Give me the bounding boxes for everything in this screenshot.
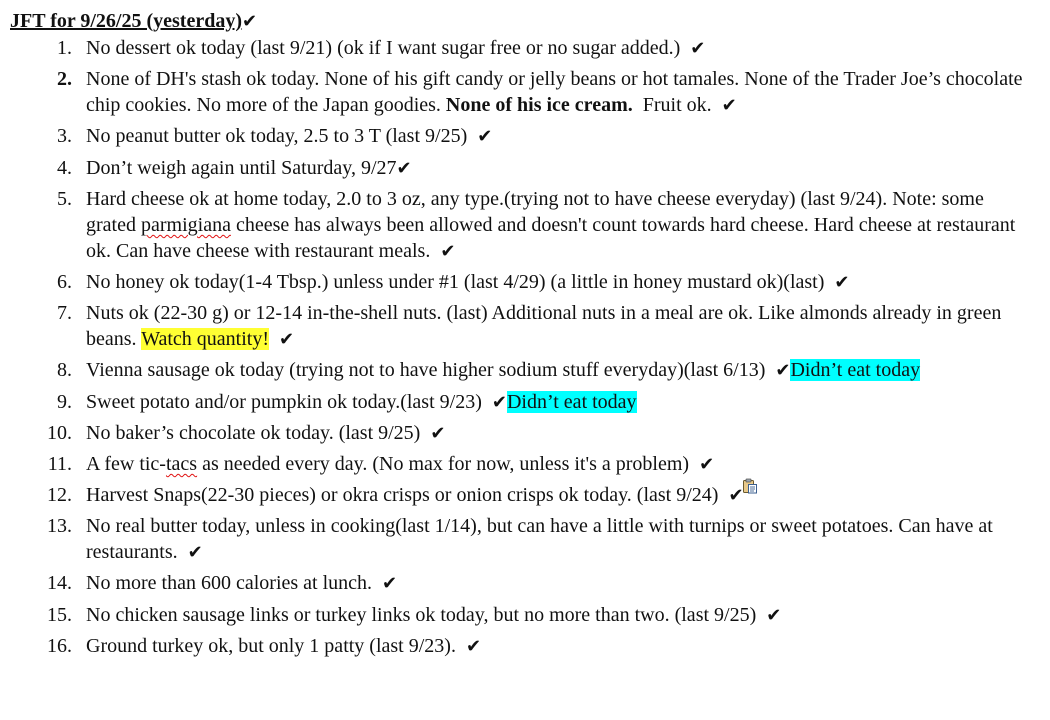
item-text: Fruit ok. — [642, 94, 712, 117]
item-number: 1. — [57, 37, 72, 59]
item-number: 6. — [57, 270, 72, 293]
item-number: 9. — [57, 390, 72, 413]
title-row — [10, 8, 1030, 35]
checkmark-icon: ✔ — [187, 542, 203, 564]
list-item-7 — [10, 300, 1030, 353]
misspelled-word[interactable]: parmigiana — [140, 213, 231, 236]
misspelled-word[interactable]: tacs — [165, 452, 198, 475]
list-item-5 — [10, 186, 1030, 265]
item-number: 16. — [47, 634, 72, 657]
checkmark-icon: ✔ — [775, 360, 791, 382]
list-item-3 — [10, 123, 1030, 150]
checkmark-icon: ✔ — [834, 271, 850, 293]
item-number: 7. — [57, 302, 72, 325]
item-number: 12. — [47, 484, 72, 507]
checkmark-icon: ✔ — [278, 329, 295, 351]
item-text: No real butter today, unless in cooking(last 1/14), but can have a little with turnips or sweet potatoes. Can have at restaurants. — [86, 515, 993, 564]
list-item-8 — [10, 357, 1030, 384]
list-item-11 — [10, 451, 1030, 478]
item-text: No chicken sausage links or turkey links ok today, but no more than two. (last 9/25) — [86, 603, 757, 626]
item-number: 11. — [47, 452, 72, 475]
item-number: 13. — [47, 515, 72, 538]
checkmark-icon: ✔ — [491, 391, 507, 413]
checkmark-icon: ✔ — [728, 485, 744, 507]
item-text: A few tic- — [86, 452, 166, 475]
checkmark-icon: ✔ — [766, 604, 782, 626]
list-item-10 — [10, 420, 1030, 447]
checkmark-icon: ✔ — [721, 95, 737, 117]
list-item-12 — [10, 482, 1030, 509]
list-item-2 — [10, 66, 1030, 119]
checkmark-icon: ✔ — [382, 573, 398, 595]
item-text: Hard cheese ok at home today, 2.0 to 3 oz, any type.(trying not to have cheese everyday) (last 9/24). Note: some grated — [86, 187, 984, 236]
item-text: Nuts ok (22-30 g) or 12-14 in-the-shell nuts. (last) Additional nuts in a meal are ok. Like almonds already in green beans. — [86, 302, 1002, 351]
highlight-cyan: Didn’t eat today — [506, 390, 637, 413]
checkmark-icon: ✔ — [477, 126, 493, 148]
item-number: 8. — [57, 359, 72, 382]
item-text: Ground turkey ok, but only 1 patty (last 9/23). — [86, 634, 456, 657]
item-number: 2. — [57, 68, 72, 91]
paste-options-icon[interactable] — [742, 478, 758, 494]
checkmark-icon: ✔ — [242, 11, 258, 32]
item-text: No peanut butter ok today, 2.5 to 3 T (last 9/25) — [86, 125, 468, 148]
list-item-9 — [10, 389, 1030, 416]
item-text: None of DH's stash ok today. None of his gift candy or jelly beans or hot tamales. None of the Trader Joe’s chocolate chip cookies. No more of the Japan goodies. — [86, 68, 1023, 117]
list-item-13 — [10, 513, 1030, 566]
item-number: 14. — [47, 572, 72, 595]
highlight-cyan: Didn’t eat today — [790, 359, 921, 382]
item-list — [10, 35, 1030, 660]
item-text: No honey ok today(1-4 Tbsp.) unless under #1 (last 4/29) (a little in honey mustard ok)(last) — [86, 270, 825, 293]
item-text: Don’t weigh again until Saturday, 9/27 — [86, 156, 397, 179]
highlight-yellow: Watch quantity! — [141, 328, 269, 351]
checkmark-icon: ✔ — [465, 635, 482, 657]
list-item-6 — [10, 269, 1030, 296]
list-item-15 — [10, 602, 1030, 629]
list-item-16 — [10, 633, 1030, 660]
checkmark-icon: ✔ — [430, 422, 446, 444]
item-number: 15. — [47, 603, 72, 626]
item-text: No baker’s chocolate ok today. (last 9/25) — [86, 421, 421, 444]
list-item-4 — [10, 155, 1030, 182]
item-text: Vienna sausage ok today (trying not to have higher sodium stuff everyday)(last 6/13) — [86, 359, 766, 382]
item-text-bold: None of his ice cream. — [445, 94, 633, 117]
checkmark-icon: ✔ — [699, 453, 715, 475]
item-text: Harvest Snaps(22-30 pieces) or okra crisps or onion crisps ok today. (last 9/24) — [86, 484, 719, 507]
item-text: No more than 600 calories at lunch. — [86, 572, 373, 595]
item-text: cheese has always been allowed and doesn't count towards hard cheese. Hard cheese at restaurant ok. Can have cheese with restaurant meals. — [86, 213, 1016, 262]
checkmark-icon: ✔ — [690, 38, 706, 59]
checkmark-icon: ✔ — [396, 157, 412, 179]
item-number: 3. — [57, 125, 72, 148]
item-text: No dessert ok today (last 9/21) (ok if I want sugar free or no sugar added.) — [86, 37, 681, 59]
item-number: 10. — [47, 421, 72, 444]
list-item-14 — [10, 570, 1030, 597]
document-title: JFT for 9/26/25 (yesterday) — [10, 10, 243, 32]
item-text: Sweet potato and/or pumpkin ok today.(last 9/23) — [86, 390, 482, 413]
item-text: as needed every day. (No max for now, unless it's a problem) — [202, 452, 690, 475]
list-item-1 — [10, 35, 1030, 62]
checkmark-icon: ✔ — [440, 240, 456, 262]
item-number: 5. — [57, 187, 72, 210]
item-number: 4. — [57, 156, 72, 179]
